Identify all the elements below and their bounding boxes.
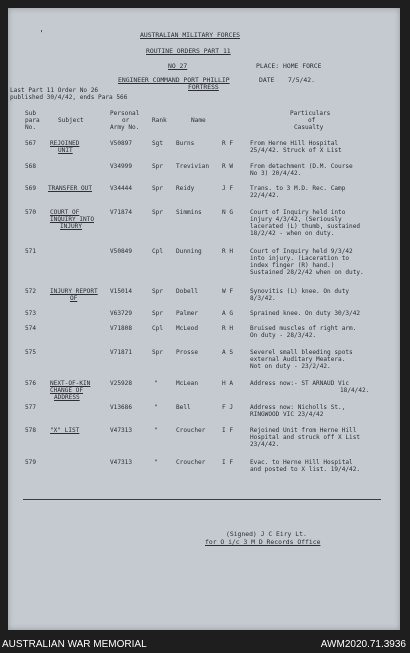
- row-para: 577: [25, 404, 37, 411]
- row-rank: ": [154, 380, 158, 387]
- row-particulars: Not on duty - 23/2/42.: [250, 363, 331, 370]
- document-page: [8, 8, 400, 630]
- row-particulars: Address now: Nicholls St.,: [250, 404, 346, 411]
- row-para: 578: [25, 427, 37, 434]
- row-particulars: 18/2/42 - when on duty.: [250, 230, 335, 237]
- row-army-no: V47313: [110, 427, 133, 434]
- row-particulars: Synovitis (L) knee. On duty: [250, 288, 350, 295]
- col-sub-para-2: para: [25, 117, 40, 124]
- row-subject: "X" LIST: [50, 427, 80, 434]
- row-para: 567: [25, 140, 37, 147]
- row-para: 579: [25, 459, 37, 466]
- row-name: McLean: [176, 380, 199, 387]
- row-particulars: Court of Inquiry held into: [250, 209, 346, 216]
- row-initials: R H: [222, 248, 234, 255]
- row-rank: Spr: [152, 288, 164, 295]
- row-name: Prosse: [176, 349, 199, 356]
- row-army-no: V15014: [110, 288, 133, 295]
- col-particulars-3: Casualty: [294, 124, 324, 131]
- row-name: Palmer: [176, 310, 199, 317]
- row-subject: ADDRESS: [54, 394, 80, 401]
- row-particulars: From Herne Hill Hospital: [250, 140, 339, 147]
- place-label: PLACE:: [256, 62, 280, 70]
- row-army-no: V71871: [110, 349, 133, 356]
- row-particulars: 22/4/42.: [250, 192, 280, 199]
- row-rank: Spr: [152, 209, 164, 216]
- row-army-no: V34444: [110, 185, 133, 192]
- row-rank: ": [154, 427, 158, 434]
- section-divider: [23, 499, 381, 500]
- row-subject: INQUIRY INTO: [50, 216, 95, 223]
- unit-line-2: FORTRESS: [188, 83, 219, 91]
- row-subject: UNIT: [58, 147, 73, 154]
- row-initials: R H: [222, 325, 234, 332]
- row-para: 576: [25, 380, 37, 387]
- row-particulars: injury 4/3/42, (Seriously: [250, 216, 342, 223]
- row-para: 571: [25, 248, 37, 255]
- archive-reference: AWM2020.71.3936: [320, 639, 406, 650]
- row-subject: INJURY REPORT: [50, 288, 98, 295]
- row-para: 572: [25, 288, 37, 295]
- row-initials: R F: [222, 140, 234, 147]
- org-title: AUSTRALIAN MILITARY FORCES: [140, 31, 241, 39]
- row-particulars: 25/4/42. Struck of X List: [250, 147, 342, 154]
- row-particulars: 23/4/42.: [250, 441, 280, 448]
- date-value: 7/5/42.: [288, 76, 315, 84]
- row-subject: REJOINED: [50, 140, 80, 147]
- order-number: NO 27: [168, 62, 188, 70]
- col-subject: Subject: [58, 117, 84, 124]
- row-initials: H A: [222, 380, 234, 387]
- row-subject: COURT OF: [50, 209, 80, 216]
- row-rank: Spr: [152, 310, 164, 317]
- row-particulars: Severel small bleeding spots: [250, 349, 353, 356]
- row-rank: ": [154, 404, 158, 411]
- row-initials: I F: [222, 459, 234, 466]
- row-army-no: V50849: [110, 248, 133, 255]
- row-name: Bell: [176, 404, 191, 411]
- row-rank: Cpl: [152, 325, 164, 332]
- col-name: Name: [191, 117, 206, 124]
- row-subject: CHANGE OF: [50, 387, 84, 394]
- row-name: Simmins: [176, 209, 202, 216]
- row-rank: Spr: [152, 185, 164, 192]
- col-army-no-3: Army No.: [110, 124, 140, 131]
- row-subject: INJURY: [60, 223, 83, 230]
- row-rank: Spr: [152, 163, 164, 170]
- row-initials: I F: [222, 427, 234, 434]
- row-particulars: Sprained knee. On duty 30/3/42: [250, 310, 361, 317]
- col-sub-para-1: Sub: [25, 110, 37, 117]
- row-name: Reidy: [176, 185, 195, 192]
- row-particulars: and posted to X list. 19/4/42.: [250, 466, 361, 473]
- archive-name: AUSTRALIAN WAR MEMORIAL: [2, 639, 147, 650]
- row-particulars: Rejoined Unit from Herne Hill: [250, 427, 357, 434]
- place-value: HOME FORCE: [283, 62, 322, 70]
- row-initials: N G: [222, 209, 234, 216]
- row-rank: Cpl: [152, 248, 164, 255]
- row-particulars: index finger (R) hand.): [250, 262, 335, 269]
- row-particulars: On duty - 28/3/42.: [250, 332, 317, 339]
- col-army-no-1: Personal: [110, 110, 140, 117]
- row-subject: OF: [70, 295, 78, 302]
- row-initials: A S: [222, 349, 234, 356]
- row-army-no: V25928: [110, 380, 133, 387]
- row-name: Trevivian: [176, 163, 210, 170]
- col-army-no-2: or: [122, 117, 130, 124]
- row-particulars: Address now:- ST ARNAUD Vic: [250, 380, 350, 387]
- row-para: 574: [25, 325, 37, 332]
- row-initials: A G: [222, 310, 234, 317]
- archive-footer: [0, 637, 410, 653]
- col-rank: Rank: [152, 117, 167, 124]
- col-sub-para-3: No.: [25, 124, 37, 131]
- date-label: DATE: [259, 76, 275, 84]
- row-rank: Sgt: [152, 140, 164, 147]
- row-rank: ": [154, 459, 158, 466]
- row-particulars: Bruised muscles of right arm.: [250, 325, 357, 332]
- row-army-no: V50897: [110, 140, 133, 147]
- row-particulars: Sustained 28/2/42 when on duty.: [250, 269, 364, 276]
- last-order-line-2: published 30/4/42, ends Para 566: [10, 94, 128, 101]
- row-subject: NEXT-OF-KIN: [50, 380, 91, 387]
- row-rank: Spr: [152, 349, 164, 356]
- row-particulars: 18/4/42.: [340, 387, 370, 394]
- last-order-line-1: Last Part 11 Order No 26: [10, 87, 99, 94]
- row-particulars: Court of Inquiry held 9/3/42: [250, 248, 353, 255]
- row-army-no: V71874: [110, 209, 133, 216]
- row-particulars: No 3) 20/4/42.: [250, 170, 302, 177]
- col-particulars-1: Particulars: [290, 110, 331, 117]
- row-particulars: From detachment (D.M. Course: [250, 163, 353, 170]
- row-initials: W F: [222, 288, 234, 295]
- row-army-no: V71808: [110, 325, 133, 332]
- row-para: 568: [25, 163, 37, 170]
- row-name: Dobell: [176, 288, 199, 295]
- orders-title: ROUTINE ORDERS PART 11: [146, 47, 231, 55]
- row-particulars: external Auditary Meatera.: [250, 356, 346, 363]
- row-particulars: Evac. to Herne Hill Hospital: [250, 459, 353, 466]
- unit-line-1: ENGINEER COMMAND PORT PHILLIP: [118, 76, 230, 84]
- row-name: McLeod: [176, 325, 199, 332]
- row-para: 569: [25, 185, 37, 192]
- row-particulars: lacerated (L) thumb, sustained: [250, 223, 361, 230]
- pin-mark: ': [39, 29, 44, 38]
- row-particulars: Hospital and struck off X List: [250, 434, 361, 441]
- signature-line-1: (Signed) J C Eiry Lt.: [226, 530, 307, 538]
- row-initials: F J: [222, 404, 234, 411]
- row-name: Dunning: [176, 248, 202, 255]
- row-name: Burns: [176, 140, 195, 147]
- row-name: Croucher: [176, 427, 206, 434]
- row-particulars: Trans. to 3 M.D. Rec. Camp: [250, 185, 346, 192]
- row-army-no: V63729: [110, 310, 133, 317]
- row-army-no: V47313: [110, 459, 133, 466]
- row-particulars: into injury. (Laceration to: [250, 255, 350, 262]
- row-subject: TRANSFER OUT: [48, 185, 93, 192]
- row-initials: R W: [222, 163, 234, 170]
- col-particulars-2: of: [308, 117, 316, 124]
- row-particulars: 8/3/42.: [250, 295, 276, 302]
- row-initials: J F: [222, 185, 234, 192]
- row-army-no: V34999: [110, 163, 133, 170]
- row-name: Croucher: [176, 459, 206, 466]
- row-army-no: V13686: [110, 404, 133, 411]
- signature-line-2: for O i/c 3 M D Records Office: [205, 538, 321, 546]
- row-particulars: RINGWOOD VIC 23/4/42: [250, 411, 324, 418]
- row-para: 575: [25, 349, 37, 356]
- row-para: 573: [25, 310, 37, 317]
- row-para: 570: [25, 209, 37, 216]
